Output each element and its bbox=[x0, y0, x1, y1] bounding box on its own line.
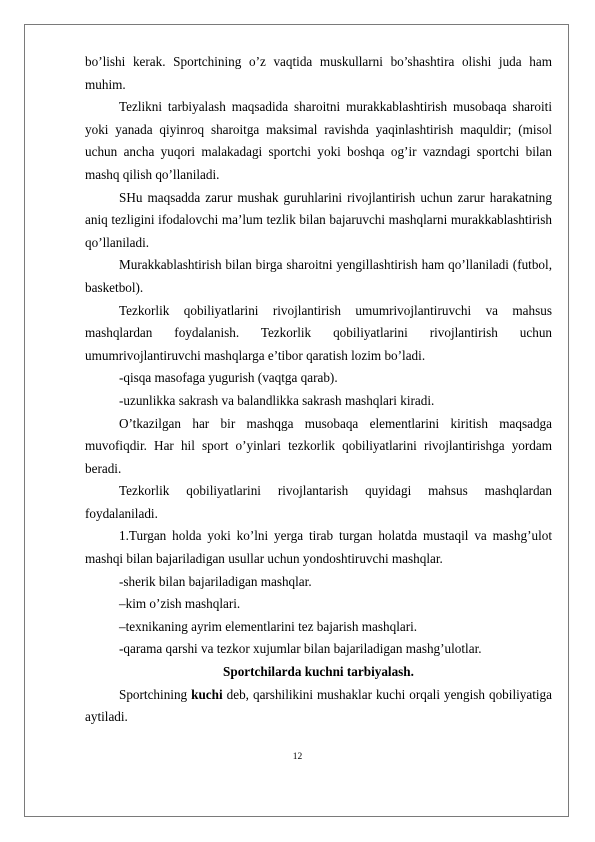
paragraph-1: bo’lishi kerak. Sportchining o’z vaqtida muskullarni bo’shashtira olishi juda ham muhim. bbox=[85, 54, 552, 92]
bold-term: kuchi bbox=[191, 686, 223, 702]
document-body bbox=[85, 51, 552, 729]
paragraph-9-end: deb, qarshilikini mushaklar kuchi orqali yengish qobiliyatiga aytiladi. bbox=[85, 686, 552, 725]
list-item: -qisqa masofaga yugurish (vaqtga qarab). bbox=[119, 370, 338, 386]
page-number: 12 bbox=[292, 752, 303, 762]
list-item: –kim o’zish mashqlari. bbox=[119, 596, 241, 612]
paragraph-3: SHu maqsadda zarur mushak guruhlarini rivojlantirish uchun zarur harakatning aniq tezligini ifodalovchi ma’lum tezlik bilan bajaruvchi mashqlarni murakkablashtirish qo’llaniladi. bbox=[85, 189, 552, 250]
paragraph-6: O’tkazilgan har bir mashqga musobaqa elementlarini kiritish maqsadga muvofiqdir. Har hil sport o’yinlari tezkorlik qobiliyatlarini rivojlantirishga yordam beradi. bbox=[85, 415, 552, 476]
paragraph-4: Murakkablashtirish bilan birga sharoitni yengillashtirish ham qo’llaniladi (futbol, basketbol). bbox=[85, 257, 552, 295]
paragraph-9-start: Sportchining bbox=[119, 686, 192, 702]
paragraph-8: 1.Turgan holda yoki ko’lni yerga tirab turgan holatda mustaqil va mashg’ulot mashqi bilan bajariladigan usullar uchun yondoshtiruvchi mashqlar. bbox=[85, 528, 552, 567]
paragraph-5: Tezkorlik qobiliyatlarini rivojlantirish umumrivojlantiruvchi va mahsus mashqlardan foydalanish. Tezkorlik qobiliyatlarini rivojlantirish uchun umumrivojlantiruvchi mashqlarga e’tibor qaratish lozim bo’ladi. bbox=[85, 302, 552, 363]
paragraph-2: Tezlikni tarbiyalash maqsadida sharoitni murakkablashtirish musobaqa sharoiti yoki yanada qiyinroq sharoitga maksimal ravishda yaqinlashtirish maquldir; (misol uchun ancha yuqori malakadagi sportchi yoki boshqa og’ir vazndagi sportchi bilan mashq qilish qo’llaniladi. bbox=[85, 99, 552, 182]
paragraph-7: Tezkorlik qobiliyatlarini rivojlantarish quyidagi mahsus mashqlardan foydalaniladi. bbox=[85, 483, 552, 521]
paragraph-9 bbox=[85, 684, 552, 729]
list-item: -uzunlikka sakrash va balandlikka sakrash mashqlari kiradi. bbox=[119, 392, 435, 408]
section-heading: Sportchilarda kuchni tarbiyalash. bbox=[223, 664, 414, 680]
list-item: -sherik bilan bajariladigan mashqlar. bbox=[119, 573, 312, 589]
list-item: -qarama qarshi va tezkor xujumlar bilan bajariladigan mashg’ulotlar. bbox=[119, 641, 482, 657]
list-item: –texnikaning ayrim elementlarini tez bajarish mashqlari. bbox=[119, 618, 418, 634]
